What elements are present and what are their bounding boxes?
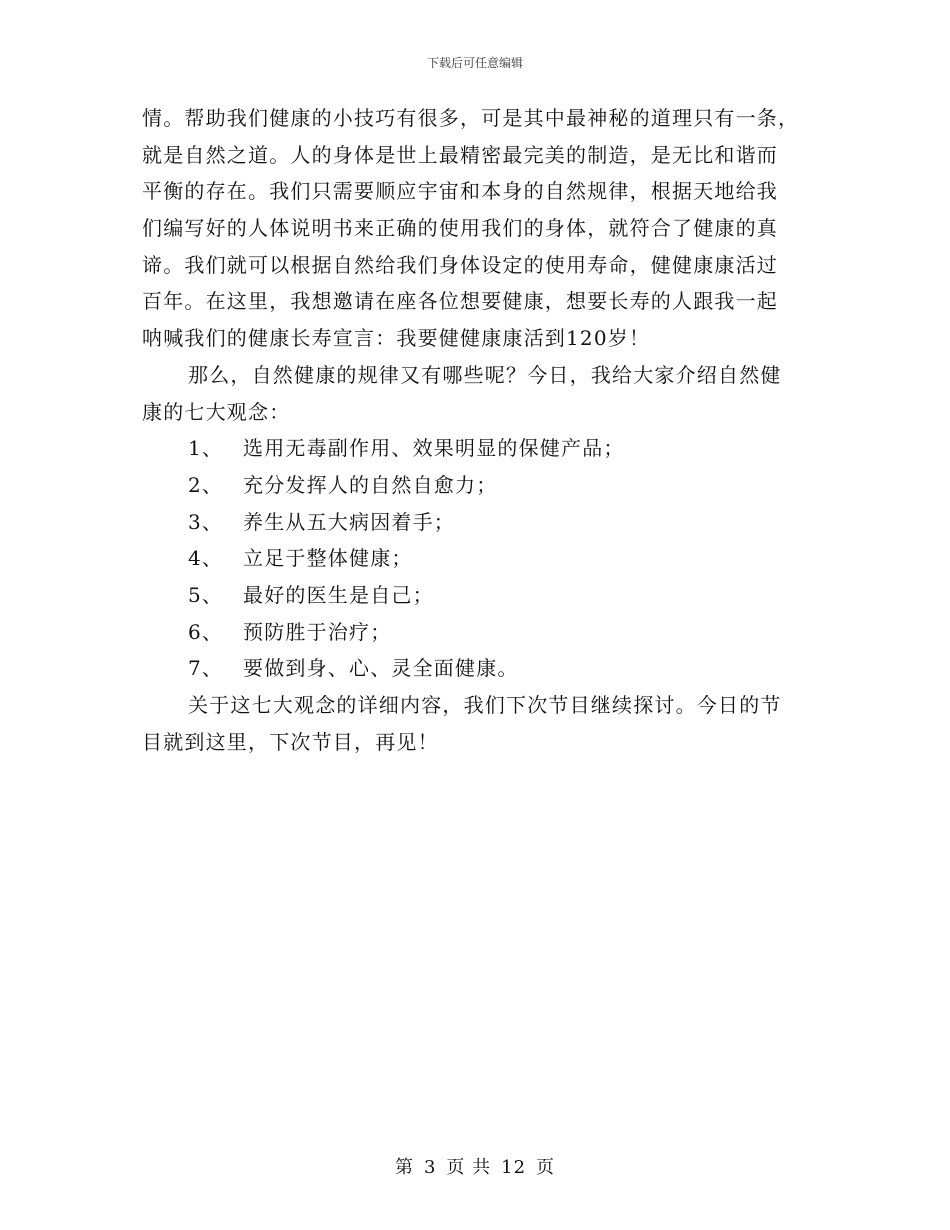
list-text: 预防胜于治疗；	[243, 619, 392, 644]
list-item	[142, 577, 807, 614]
footer-middle: 页 共	[446, 1157, 492, 1178]
list-number: 5、	[188, 582, 224, 607]
page-header: 下载后可任意编辑	[426, 56, 523, 70]
seven-concepts-list	[142, 430, 807, 687]
text-line: 平衡的存在。我们只需要顺应宇宙和本身的自然规律，根据天地给我	[142, 179, 778, 204]
paragraph-2	[142, 357, 807, 430]
paragraph-3	[142, 687, 807, 760]
text-line: 呐喊我们的健康长寿宣言：我要健健康康活到120岁！	[142, 326, 651, 351]
page-footer	[0, 1153, 950, 1179]
text-line: 情。帮助我们健康的小技巧有很多，可是其中最神秘的道理只有一条，	[142, 106, 800, 130]
list-text: 要做到身、心、灵全面健康。	[243, 656, 519, 681]
current-page-number: 3	[423, 1157, 437, 1178]
list-number: 3、	[188, 509, 224, 534]
document-body	[142, 100, 807, 760]
list-number: 6、	[188, 619, 224, 644]
text-line: 就是自然之道。人的身体是世上最精密最完美的制造，是无比和谐而	[142, 142, 778, 167]
list-item	[142, 467, 807, 504]
list-text: 充分发挥人的自然自愈力；	[243, 472, 498, 497]
footer-suffix: 页	[536, 1157, 556, 1178]
list-text: 选用无毒副作用、效果明显的保健产品；	[243, 436, 625, 461]
list-item	[142, 504, 807, 541]
list-item	[142, 650, 807, 687]
list-item	[142, 540, 807, 577]
text-line: 目就到这里，下次节目，再见！	[142, 729, 439, 754]
list-text: 最好的医生是自己；	[243, 582, 434, 607]
list-text: 立足于整体健康；	[243, 546, 413, 571]
text-line: 康的七大观念：	[142, 399, 291, 424]
text-line: 百年。在这里，我想邀请在座各位想要健康，想要长寿的人跟我一起	[142, 289, 778, 314]
list-item	[142, 430, 807, 467]
total-page-count: 12	[501, 1157, 527, 1178]
list-text: 养生从五大病因着手；	[243, 509, 455, 534]
text-line: 谛。我们就可以根据自然给我们身体设定的使用寿命，健健康康活过	[142, 252, 778, 277]
text-line: 关于这七大观念的详细内容，我们下次节目继续探讨。今日的节	[188, 693, 782, 717]
list-item	[142, 614, 807, 651]
paragraph-1	[142, 100, 807, 357]
text-line: 那么，自然健康的规律又有哪些呢？今日，我给大家介绍自然健	[188, 362, 782, 387]
text-line: 们编写好的人体说明书来正确的使用我们的身体，就符合了健康的真	[142, 216, 778, 241]
list-number: 2、	[188, 472, 224, 497]
footer-prefix: 第	[394, 1157, 414, 1178]
list-number: 4、	[188, 546, 224, 571]
list-number: 1、	[188, 436, 224, 461]
list-number: 7、	[188, 656, 224, 681]
